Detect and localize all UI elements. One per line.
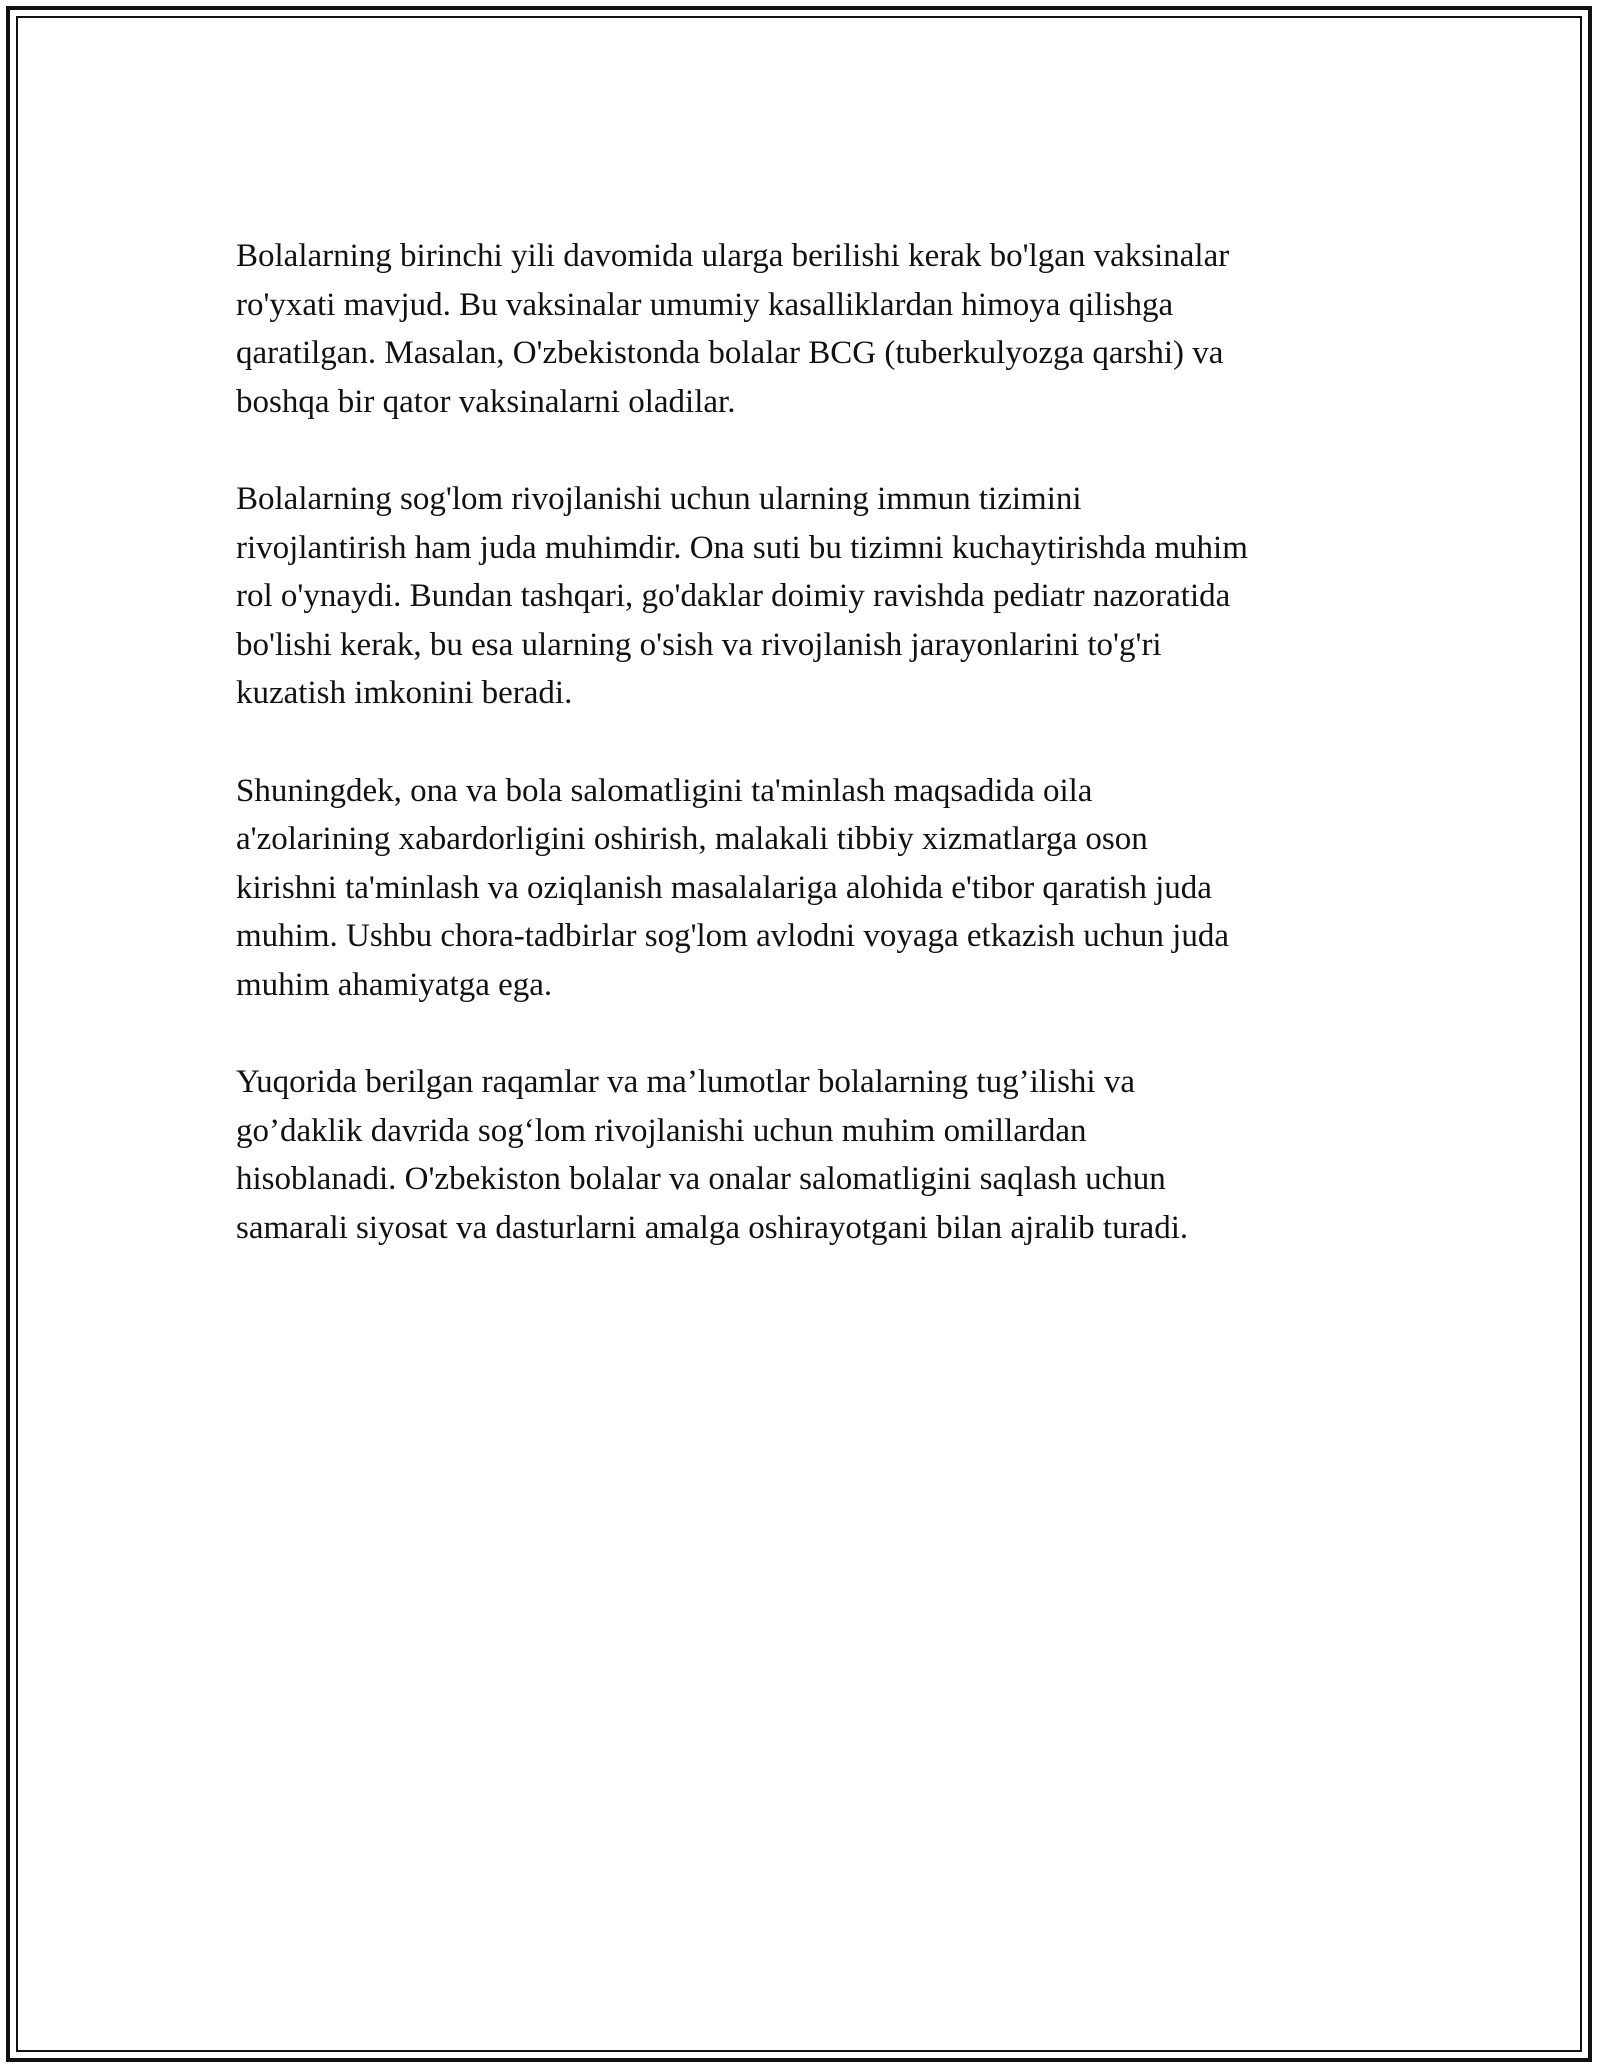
text-line: samarali siyosat va dasturlarni amalga oshirayotgani bilan ajralib turadi. bbox=[236, 1209, 1189, 1246]
paragraph-immune-system bbox=[236, 475, 1366, 718]
text-line: ro'yxati mavjud. Bu vaksinalar umumiy kasalliklardan himoya qilishga bbox=[236, 286, 1174, 323]
text-line: hisoblanadi. O'zbekiston bolalar va onalar salomatligini saqlash uchun bbox=[236, 1161, 1166, 1197]
text-line: rol o'ynaydi. Bundan tashqari, go'daklar doimiy ravishda pediatr nazoratida bbox=[236, 578, 1231, 614]
text-line: kuzatish imkonini beradi. bbox=[236, 675, 573, 711]
paragraph-conclusion bbox=[236, 1058, 1366, 1252]
paragraph-vaccines bbox=[236, 232, 1366, 426]
text-line: kirishni ta'minlash va oziqlanish masalalariga alohida e'tibor qaratish juda bbox=[236, 869, 1212, 906]
text-line: qaratilgan. Masalan, O'zbekistonda bolalar BCG (tuberkulyozga qarshi) va bbox=[236, 335, 1224, 371]
text-line: Bolalarning sog'lom rivojlanishi uchun ularning immun tizimini bbox=[236, 481, 1082, 517]
text-line: Shuningdek, ona va bola salomatligini ta'minlash maqsadida oila bbox=[236, 772, 1093, 809]
text-line: Bolalarning birinchi yili davomida ularga berilishi kerak bo'lgan vaksinalar bbox=[236, 238, 1230, 274]
text-line: a'zolarining xabardorligini oshirish, malakali tibbiy xizmatlarga oson bbox=[236, 821, 1148, 857]
text-line: Yuqorida berilgan raqamlar va ma’lumotlar bolalarning tug’ilishi va bbox=[236, 1064, 1135, 1100]
text-line: muhim ahamiyatga ega. bbox=[236, 966, 553, 1003]
text-line: rivojlantirish ham juda muhimdir. Ona suti bu tizimni kuchaytirishda muhim bbox=[236, 529, 1248, 566]
text-line: muhim. Ushbu chora-tadbirlar sog'lom avlodni voyaga etkazish uchun juda bbox=[236, 918, 1229, 954]
paragraph-family-awareness bbox=[236, 767, 1366, 1010]
text-line: boshqa bir qator vaksinalarni oladilar. bbox=[236, 383, 736, 420]
document-body bbox=[236, 232, 1366, 1301]
text-line: bo'lishi kerak, bu esa ularning o'sish va rivojlanish jarayonlarini to'g'ri bbox=[236, 626, 1162, 663]
text-line: go’daklik davrida sog‘lom rivojlanishi uchun muhim omillardan bbox=[236, 1112, 1087, 1149]
